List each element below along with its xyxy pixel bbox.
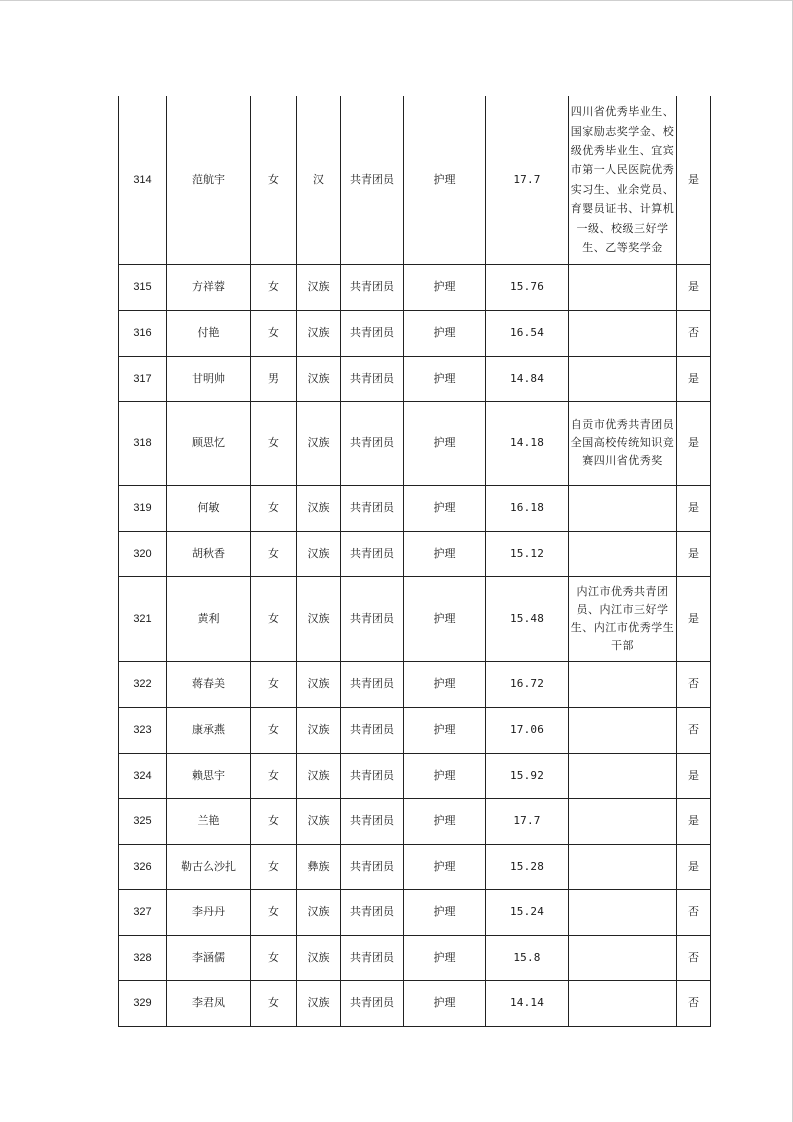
- cell-gender: 女: [251, 889, 297, 935]
- cell-gender: 女: [251, 935, 297, 980]
- cell-flag: 是: [677, 264, 711, 310]
- cell-flag: 是: [677, 753, 711, 798]
- cell-awards: 四川省优秀毕业生、国家励志奖学金、校级优秀毕业生、宜宾市第一人民医院优秀实习生、业余党员、育婴员证书、计算机一级、校级三好学生、乙等奖学金: [569, 96, 677, 264]
- cell-political-status: 共青团员: [341, 531, 404, 576]
- cell-flag: 否: [677, 935, 711, 980]
- cell-flag: 否: [677, 707, 711, 753]
- cell-political-status: 共青团员: [341, 310, 404, 356]
- cell-gender: 女: [251, 96, 297, 264]
- cell-score: 15.24: [486, 889, 569, 935]
- cell-political-status: 共青团员: [341, 889, 404, 935]
- cell-flag: 否: [677, 889, 711, 935]
- cell-major: 护理: [404, 753, 486, 798]
- cell-awards: [569, 798, 677, 844]
- table-row: [119, 798, 711, 844]
- cell-ethnicity: 彝族: [297, 844, 341, 889]
- table-row: [119, 401, 711, 485]
- cell-name: 黄利: [167, 576, 251, 661]
- cell-gender: 女: [251, 310, 297, 356]
- cell-political-status: 共青团员: [341, 264, 404, 310]
- cell-ethnicity: 汉族: [297, 485, 341, 531]
- cell-gender: 女: [251, 707, 297, 753]
- cell-ethnicity: 汉族: [297, 889, 341, 935]
- cell-name: 赖思宇: [167, 753, 251, 798]
- table-row: [119, 356, 711, 401]
- cell-ethnicity: 汉族: [297, 264, 341, 310]
- cell-ethnicity: 汉族: [297, 707, 341, 753]
- cell-flag: 是: [677, 798, 711, 844]
- cell-number: 323: [119, 707, 167, 753]
- cell-number: 317: [119, 356, 167, 401]
- cell-gender: 女: [251, 401, 297, 485]
- cell-political-status: 共青团员: [341, 661, 404, 707]
- cell-flag: 是: [677, 401, 711, 485]
- cell-score: 16.72: [486, 661, 569, 707]
- cell-flag: 否: [677, 980, 711, 1026]
- cell-score: 14.18: [486, 401, 569, 485]
- cell-ethnicity: 汉族: [297, 661, 341, 707]
- cell-awards: [569, 531, 677, 576]
- cell-number: 324: [119, 753, 167, 798]
- cell-name: 顾思忆: [167, 401, 251, 485]
- cell-political-status: 共青团员: [341, 798, 404, 844]
- cell-score: 15.12: [486, 531, 569, 576]
- cell-major: 护理: [404, 661, 486, 707]
- cell-name: 胡秋香: [167, 531, 251, 576]
- cell-ethnicity: 汉: [297, 96, 341, 264]
- cell-score: 15.76: [486, 264, 569, 310]
- cell-flag: 是: [677, 576, 711, 661]
- cell-flag: 是: [677, 356, 711, 401]
- cell-flag: 是: [677, 485, 711, 531]
- cell-political-status: 共青团员: [341, 980, 404, 1026]
- cell-ethnicity: 汉族: [297, 576, 341, 661]
- cell-major: 护理: [404, 96, 486, 264]
- table-row: [119, 844, 711, 889]
- cell-number: 328: [119, 935, 167, 980]
- cell-flag: 是: [677, 96, 711, 264]
- cell-awards: [569, 264, 677, 310]
- cell-name: 兰艳: [167, 798, 251, 844]
- cell-ethnicity: 汉族: [297, 980, 341, 1026]
- cell-score: 17.7: [486, 96, 569, 264]
- cell-number: 319: [119, 485, 167, 531]
- cell-name: 李丹丹: [167, 889, 251, 935]
- cell-gender: 女: [251, 980, 297, 1026]
- cell-major: 护理: [404, 401, 486, 485]
- table-row: [119, 576, 711, 661]
- cell-awards: [569, 889, 677, 935]
- cell-ethnicity: 汉族: [297, 356, 341, 401]
- cell-flag: 是: [677, 844, 711, 889]
- cell-gender: 女: [251, 798, 297, 844]
- cell-awards: [569, 753, 677, 798]
- cell-number: 325: [119, 798, 167, 844]
- student-roster-table: [118, 96, 711, 1027]
- cell-name: 康承燕: [167, 707, 251, 753]
- table-row: [119, 264, 711, 310]
- cell-major: 护理: [404, 531, 486, 576]
- cell-flag: 否: [677, 661, 711, 707]
- cell-political-status: 共青团员: [341, 356, 404, 401]
- cell-awards: 自贡市优秀共青团员全国高校传统知识竞赛四川省优秀奖: [569, 401, 677, 485]
- cell-number: 329: [119, 980, 167, 1026]
- cell-gender: 女: [251, 844, 297, 889]
- cell-political-status: 共青团员: [341, 96, 404, 264]
- cell-number: 318: [119, 401, 167, 485]
- cell-awards: [569, 707, 677, 753]
- cell-name: 范航宇: [167, 96, 251, 264]
- table-row: [119, 661, 711, 707]
- cell-ethnicity: 汉族: [297, 310, 341, 356]
- cell-major: 护理: [404, 310, 486, 356]
- cell-name: 付艳: [167, 310, 251, 356]
- cell-score: 17.06: [486, 707, 569, 753]
- cell-number: 326: [119, 844, 167, 889]
- cell-gender: 女: [251, 485, 297, 531]
- cell-name: 蒋春美: [167, 661, 251, 707]
- table-row: [119, 310, 711, 356]
- cell-major: 护理: [404, 264, 486, 310]
- cell-awards: [569, 310, 677, 356]
- cell-ethnicity: 汉族: [297, 798, 341, 844]
- cell-number: 315: [119, 264, 167, 310]
- cell-name: 李涵儒: [167, 935, 251, 980]
- cell-major: 护理: [404, 980, 486, 1026]
- cell-gender: 女: [251, 753, 297, 798]
- cell-score: 15.8: [486, 935, 569, 980]
- cell-score: 14.14: [486, 980, 569, 1026]
- cell-name: 何敏: [167, 485, 251, 531]
- table-row: [119, 753, 711, 798]
- table-row: [119, 707, 711, 753]
- cell-number: 321: [119, 576, 167, 661]
- cell-number: 327: [119, 889, 167, 935]
- cell-ethnicity: 汉族: [297, 401, 341, 485]
- cell-political-status: 共青团员: [341, 401, 404, 485]
- cell-awards: [569, 844, 677, 889]
- table-row: [119, 980, 711, 1026]
- cell-number: 316: [119, 310, 167, 356]
- cell-number: 322: [119, 661, 167, 707]
- cell-major: 护理: [404, 844, 486, 889]
- cell-score: 14.84: [486, 356, 569, 401]
- page-edge-top: [0, 0, 793, 1]
- cell-gender: 男: [251, 356, 297, 401]
- cell-score: 16.54: [486, 310, 569, 356]
- cell-political-status: 共青团员: [341, 753, 404, 798]
- cell-political-status: 共青团员: [341, 707, 404, 753]
- cell-awards: [569, 356, 677, 401]
- cell-gender: 女: [251, 531, 297, 576]
- cell-gender: 女: [251, 264, 297, 310]
- cell-political-status: 共青团员: [341, 576, 404, 661]
- cell-major: 护理: [404, 576, 486, 661]
- cell-name: 方祥蓉: [167, 264, 251, 310]
- table-row: [119, 96, 711, 264]
- cell-awards: [569, 935, 677, 980]
- cell-number: 314: [119, 96, 167, 264]
- cell-political-status: 共青团员: [341, 844, 404, 889]
- cell-major: 护理: [404, 889, 486, 935]
- cell-awards: [569, 661, 677, 707]
- cell-flag: 否: [677, 310, 711, 356]
- table-row: [119, 485, 711, 531]
- cell-ethnicity: 汉族: [297, 531, 341, 576]
- cell-gender: 女: [251, 661, 297, 707]
- cell-ethnicity: 汉族: [297, 935, 341, 980]
- cell-major: 护理: [404, 485, 486, 531]
- cell-awards: 内江市优秀共青团员、内江市三好学生、内江市优秀学生干部: [569, 576, 677, 661]
- cell-major: 护理: [404, 707, 486, 753]
- cell-political-status: 共青团员: [341, 935, 404, 980]
- cell-name: 勒古么沙扎: [167, 844, 251, 889]
- cell-flag: 是: [677, 531, 711, 576]
- cell-score: 16.18: [486, 485, 569, 531]
- cell-score: 15.48: [486, 576, 569, 661]
- table-row: [119, 935, 711, 980]
- cell-name: 甘明帅: [167, 356, 251, 401]
- table-row: [119, 889, 711, 935]
- table-row: [119, 531, 711, 576]
- cell-major: 护理: [404, 798, 486, 844]
- cell-awards: [569, 485, 677, 531]
- cell-ethnicity: 汉族: [297, 753, 341, 798]
- cell-political-status: 共青团员: [341, 485, 404, 531]
- cell-name: 李君凤: [167, 980, 251, 1026]
- cell-number: 320: [119, 531, 167, 576]
- cell-major: 护理: [404, 356, 486, 401]
- cell-score: 17.7: [486, 798, 569, 844]
- cell-major: 护理: [404, 935, 486, 980]
- cell-gender: 女: [251, 576, 297, 661]
- cell-score: 15.28: [486, 844, 569, 889]
- cell-score: 15.92: [486, 753, 569, 798]
- cell-awards: [569, 980, 677, 1026]
